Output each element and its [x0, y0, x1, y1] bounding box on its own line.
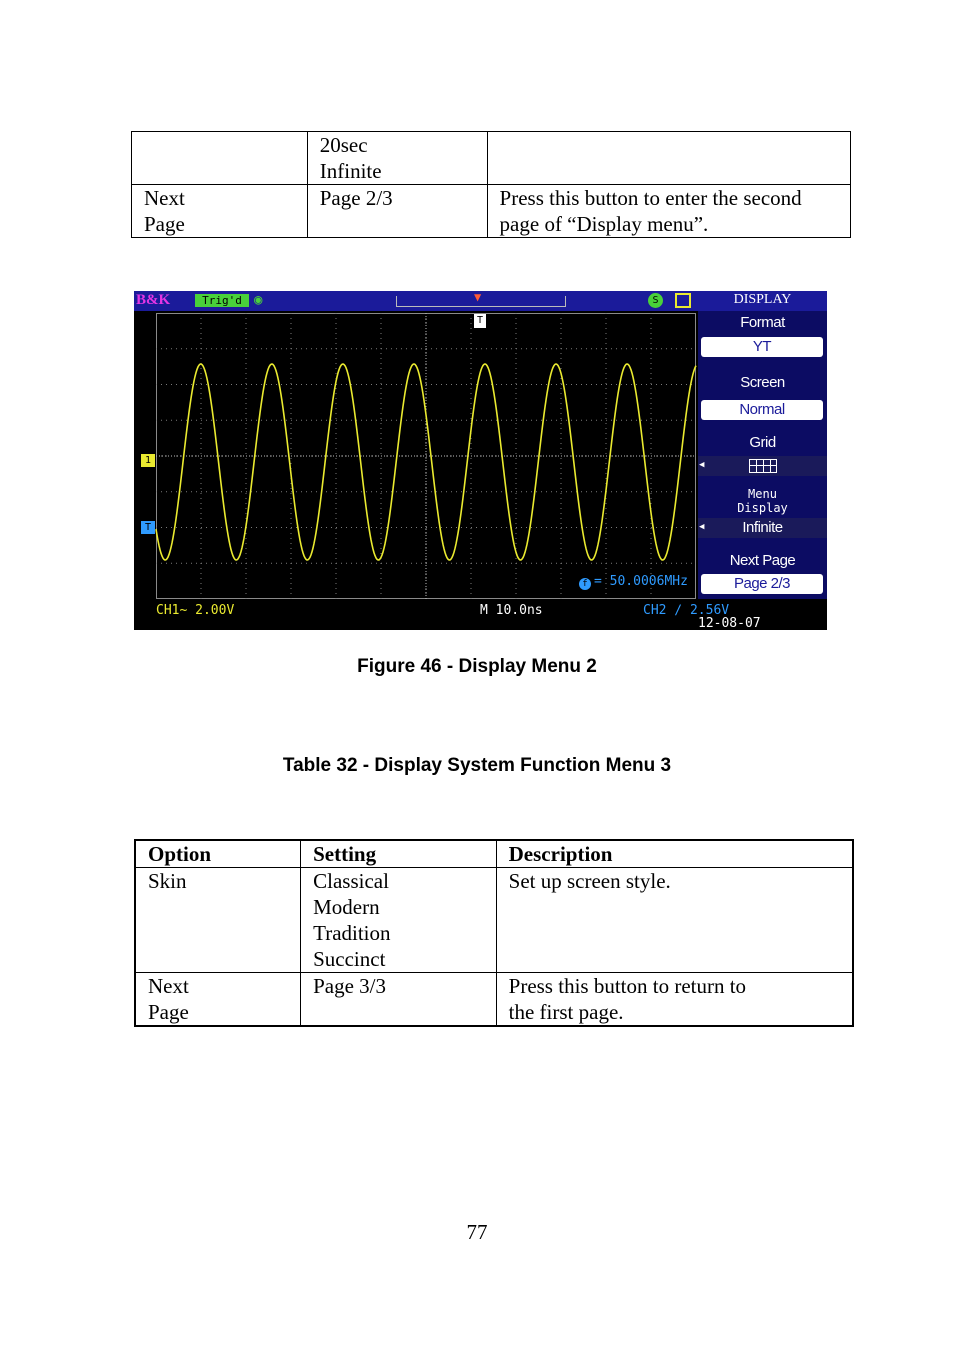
trigger-time-marker-icon: T — [474, 314, 486, 328]
table-row — [135, 868, 853, 973]
timebase-readout: M 10.0ns — [480, 603, 543, 618]
next-page-menu-label[interactable]: Next Page — [729, 552, 796, 569]
menu-display-label-line2[interactable]: Display — [737, 501, 788, 515]
format-menu-label[interactable]: Format — [740, 314, 785, 331]
format-menu-value[interactable]: YT — [701, 337, 823, 357]
waveform-display — [156, 313, 696, 599]
table-caption: Table 32 - Display System Function Menu 3 — [282, 755, 672, 776]
display-system-function-table — [134, 839, 854, 1027]
ch2-trigger-readout: CH2 ∕ 2.56V — [643, 603, 730, 618]
menu-display-arrow-icon: ◀ — [699, 522, 705, 532]
display-menu-table-continued — [131, 131, 851, 238]
trigger-status-badge: Trig'd — [195, 294, 249, 307]
menu-display-value[interactable]: Infinite — [698, 518, 827, 538]
frequency-value: = 50.0006MHz — [594, 574, 688, 589]
menu-display-label-line1[interactable]: Menu — [748, 487, 777, 501]
datetime-readout: 12-08-07 14:57:12 — [698, 616, 761, 644]
grid-menu-label[interactable]: Grid — [749, 434, 776, 451]
grid-icon — [749, 459, 777, 473]
description-cell: Press this button to return to the first page. — [496, 973, 853, 1027]
usb-status-icon: S — [648, 293, 663, 308]
description-cell: Set up screen style. — [496, 868, 853, 973]
table-row — [135, 973, 853, 1027]
scope-status-bar — [134, 291, 827, 311]
display-side-menu — [698, 311, 827, 599]
brand-logo: B&K — [136, 292, 171, 308]
trigger-position-marker-icon: ▼ — [474, 290, 482, 304]
screen-menu-value[interactable]: Normal — [701, 400, 823, 420]
description-cell — [487, 132, 850, 185]
option-cell: Next Page — [135, 973, 301, 1027]
option-cell: Next Page — [132, 185, 308, 238]
waveform-graticule — [156, 313, 696, 599]
table-row — [132, 132, 851, 185]
frequency-readout — [579, 574, 688, 590]
screen-menu-label[interactable]: Screen — [740, 374, 785, 391]
grid-arrow-icon: ◀ — [699, 460, 705, 470]
description-header: Description — [496, 840, 853, 868]
grid-menu-value[interactable] — [698, 456, 827, 476]
oscilloscope-screenshot — [134, 290, 827, 644]
ch1-scale-readout: CH1~ 2.00V — [156, 603, 235, 618]
description-cell: Press this button to enter the second page of “Display menu”. — [487, 185, 850, 238]
figure-caption: Figure 46 - Display Menu 2 — [357, 656, 597, 677]
trigger-lock-icon: ◉ — [254, 292, 263, 308]
ch1-level-marker-icon: 1 — [141, 454, 155, 467]
next-page-menu-value[interactable]: Page 2/3 — [701, 574, 823, 594]
table-header-row — [135, 840, 853, 868]
trigger-level-marker-icon: T — [141, 521, 155, 534]
setting-cell: Page 2/3 — [307, 185, 487, 238]
setting-cell: 20sec Infinite — [307, 132, 487, 185]
setting-header: Setting — [301, 840, 497, 868]
setting-cell: Classical Modern Tradition Succinct — [301, 868, 497, 973]
option-cell: Skin — [135, 868, 301, 973]
option-header: Option — [135, 840, 301, 868]
printer-status-icon — [675, 293, 691, 308]
option-cell — [132, 132, 308, 185]
frequency-icon: f — [579, 578, 591, 590]
page-number: 77 — [466, 1220, 488, 1244]
table-row — [132, 185, 851, 238]
menu-title: DISPLAY — [733, 292, 792, 307]
setting-cell: Page 3/3 — [301, 973, 497, 1027]
